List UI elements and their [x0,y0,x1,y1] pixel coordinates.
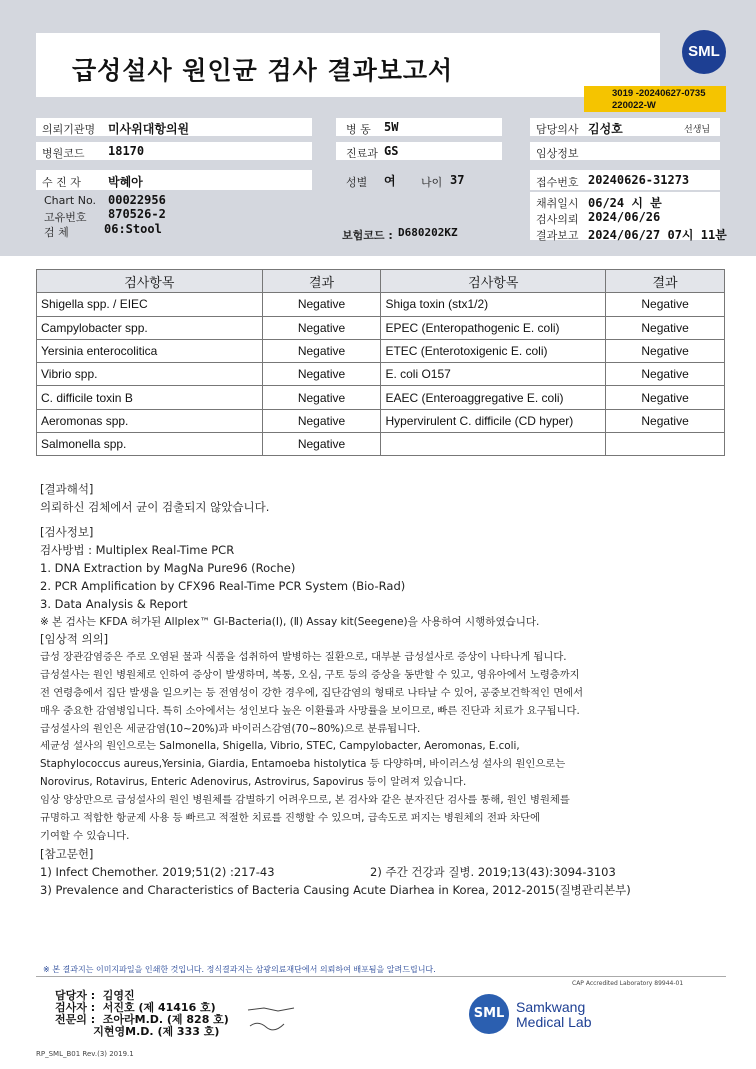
brand-logo: SML [469,994,509,1034]
test-result: Negative [606,363,725,386]
recv-value: 20240626-31273 [588,173,690,187]
req-label: 검사의뢰 [536,213,579,226]
recv-label: 접수번호 [536,176,579,189]
header-test-item: 검사항목 [381,270,606,293]
references-heading: [참고문헌] [40,847,94,861]
clinical-line: 급성설사의 원인은 세균감염(10~20%)과 바이러스감염(70~80%)으로 분류됩니다. [40,722,421,735]
header-result: 결과 [606,270,725,293]
uid-label: 고유번호 [44,211,87,224]
table-row [37,409,725,432]
barcode-line-1: 3019 -20240627-0735 [612,88,706,99]
test-result: Negative [262,339,381,362]
test-name: Shigella spp. / EIEC [37,293,263,316]
reference-2: 2) 주간 건강과 질병. 2019;13(43):3094-3103 [370,864,616,879]
ins-label: 보험코드 : [342,229,393,242]
clinical-line: 전 연령층에서 집단 발생을 일으키는 등 전염성이 강한 경우에, 집단감염의 형태로 나타날 수 있어, 공중보건학적인 면에서 [40,686,584,699]
ins-value: D680202KZ [398,226,458,239]
table-header-row [37,270,725,293]
test-name: Aeromonas spp. [37,409,263,432]
clinical-line: 세균성 설사의 원인으로는 Salmonella, Shigella, Vibrio, STEC, Campylobacter, Aeromonas, E.coli, [40,740,520,753]
test-result: Negative [606,386,725,409]
brand-name [516,1000,592,1030]
clin-label: 임상정보 [536,147,579,160]
info-line: 검사방법 : Multiplex Real-Time PCR [40,542,235,557]
doctor-suffix: 선생님 [684,125,711,135]
name-value: 박혜아 [108,175,143,189]
clinical-line: 기여할 수 있습니다. [40,829,130,842]
header-result: 결과 [262,270,381,293]
test-name: EPEC (Enteropathogenic E. coli) [381,316,606,339]
sml-logo: SML [682,30,726,74]
test-result: Negative [262,316,381,339]
test-result: Negative [262,386,381,409]
test-result: Negative [606,316,725,339]
inst-label: 의뢰기관명 [42,123,96,136]
name-label: 수 진 자 [42,176,81,189]
clinical-heading: [임상적 의의] [40,632,109,646]
brand-line-2: Medical Lab [516,1014,592,1030]
test-name [381,433,606,456]
table-row [37,386,725,409]
sig-tester: 검사자 : 서진호 (제 41416 호) [55,1001,216,1014]
hcode-label: 병원코드 [42,147,85,160]
test-result: Negative [262,293,381,316]
info-line: 2. PCR Amplification by CFX96 Real-Time PCR System (Bio-Rad) [40,578,406,593]
cap-accreditation: CAP Accredited Laboratory 89944-01 [572,980,684,987]
title-box [36,33,660,97]
spec-label: 검 체 [44,226,69,239]
test-result: Negative [262,363,381,386]
ward-label: 병 동 [346,123,371,136]
age-value: 37 [450,173,465,187]
test-result: Negative [606,339,725,362]
test-name: C. difficile toxin B [37,386,263,409]
age-label: 나이 [421,176,443,189]
table-row [37,363,725,386]
clinical-line: 급성설사는 원인 병원체로 인하여 증상이 발생하며, 복통, 오심, 구토 등의 증상을 동반할 수 있고, 영유아에서 노령층까지 [40,668,580,681]
info-line: ※ 본 검사는 KFDA 허가된 Allplex™ GI-Bacteria(Ⅰ), (Ⅱ) Assay kit(Seegene)을 사용하여 시행하였습니다. [40,615,540,628]
clinical-line: 급성 장관감염증은 주로 오염된 물과 식품을 섭취하여 발병하는 질환으로, 대부분 급성설사로 증상이 나타나게 됩니다. [40,650,567,663]
clinical-line: 규명하고 적합한 항균제 사용 등 빠르고 적절한 치료를 진행할 수 있으며, 급속도로 퍼지는 병원체의 전파 차단에 [40,812,540,825]
sig-specialist-1: 전문의 : 조아라M.D. (제 828 호) [55,1013,229,1026]
sig-manager: 담당자 : 김영진 [55,989,135,1002]
test-result [606,433,725,456]
hcode-value: 18170 [108,144,145,158]
rep-value: 2024/06/27 07시 11분 [588,228,727,242]
info-section [40,524,730,631]
sex-label: 성별 [346,176,368,189]
test-name: Salmonella spp. [37,433,263,456]
test-name: ETEC (Enterotoxigenic E. coli) [381,339,606,362]
table-row [37,293,725,316]
uid-value: 870526-2 [108,207,166,221]
table-row [37,316,725,339]
report-title: 급성설사 원인균 검사 결과보고서 [72,56,454,85]
results-table [36,269,725,456]
brand-line-1: Samkwang [516,999,586,1015]
reference-1: 1) Infect Chemother. 2019;51(2) :217-43 [40,864,275,879]
references-section [40,846,730,900]
test-result: Negative [262,433,381,456]
test-name: Vibrio spp. [37,363,263,386]
test-name: EAEC (Enteroaggregative E. coli) [381,386,606,409]
form-code: RP_SML_B01 Rev.(3) 2019.1 [36,1050,134,1058]
test-name: E. coli O157 [381,363,606,386]
footer-divider [36,976,726,977]
ward-value: 5W [384,120,399,134]
table-row [37,433,725,456]
clinical-line: Norovirus, Rotavirus, Enteric Adenovirus, Astrovirus, Sapovirus 등이 알려져 있습니다. [40,776,467,789]
chart-value: 00022956 [108,193,166,207]
test-result: Negative [606,409,725,432]
table-row [37,339,725,362]
sig-specialist-2: 지현영M.D. (제 333 호) [55,1025,220,1038]
test-name: Hypervirulent C. difficile (CD hyper) [381,409,606,432]
clinical-section [40,631,730,846]
footer-notice: ※ 본 결과지는 이미지파일을 인쇄한 것입니다. 정식결과지는 삼광의료재단에서 의뢰하여 배포됨을 알려드립니다. [43,965,436,974]
clinical-line: 임상 양상만으로 급성설사의 원인 병원체를 감별하기 어려우므로, 본 검사와 같은 분자진단 검사를 통해, 원인 병원체를 [40,794,570,807]
test-name: Yersinia enterocolitica [37,339,263,362]
header-test-item: 검사항목 [37,270,263,293]
coll-value: 06/24 시 분 [588,196,662,210]
test-name: Campylobacter spp. [37,316,263,339]
test-result: Negative [606,293,725,316]
spec-value: 06:Stool [104,222,162,236]
sex-value: 여 [384,174,396,188]
info-line: 1. DNA Extraction by MagNa Pure96 (Roche) [40,560,296,575]
dept-label: 진료과 [346,147,378,160]
inst-value: 미사위대항의원 [108,122,190,136]
interpretation-text: 의뢰하신 검체에서 균이 검출되지 않았습니다. [40,499,270,514]
chart-label: Chart No. [44,194,96,207]
signature-block [55,990,229,1038]
signature-scribble [244,1002,304,1032]
rep-label: 결과보고 [536,229,579,242]
dept-value: GS [384,144,399,158]
barcode-tag [584,86,726,112]
interpretation-heading: [결과해석] [40,482,94,496]
test-result: Negative [262,409,381,432]
req-value: 2024/06/26 [588,210,661,224]
info-line: 3. Data Analysis & Report [40,596,188,611]
clinical-line: Staphylococcus aureus,Yersinia, Giardia, Entamoeba histolytica 등 다양하며, 바이러스성 설사의 원인으로는 [40,758,566,771]
reference-3: 3) Prevalence and Characteristics of Bacteria Causing Acute Diarhea in Korea, 2012-2015(질병관리본부) [40,882,631,897]
coll-label: 채취일시 [536,197,579,210]
doctor-value: 김성호 [588,122,623,136]
test-name: Shiga toxin (stx1/2) [381,293,606,316]
interpretation-section [40,481,730,517]
info-heading: [검사정보] [40,525,94,539]
barcode-line-2: 220022-W [612,100,656,111]
clinical-line: 매우 중요한 감염병입니다. 특히 소아에서는 성인보다 높은 이환률과 사망률을 보이므로, 빠른 진단과 치료가 요구됩니다. [40,704,580,717]
doctor-label: 담당의사 [536,123,579,136]
